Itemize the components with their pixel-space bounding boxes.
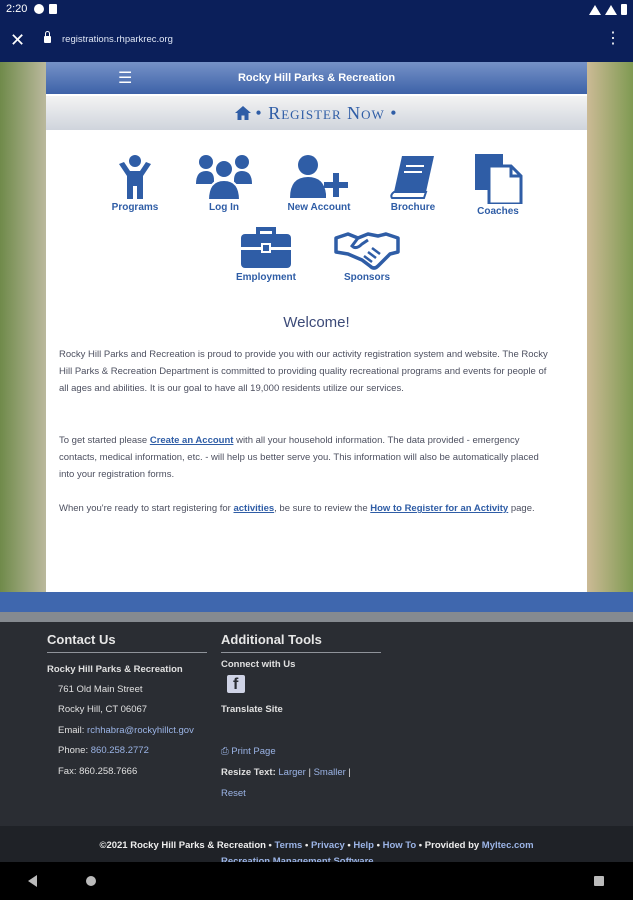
welcome-heading: Welcome! [283, 314, 350, 331]
back-icon[interactable] [28, 875, 37, 887]
register-text-before: When you're ready to start registering for [59, 503, 234, 514]
coaches-label: Coaches [477, 206, 519, 217]
wifi-icon [589, 5, 601, 15]
connect-label: Connect with Us [221, 659, 296, 670]
page-title: Register Now [268, 103, 385, 123]
employment-link[interactable] [221, 226, 311, 283]
browser-menu-icon[interactable]: ⋮ [605, 30, 621, 47]
reset-label: Reset [221, 788, 246, 799]
tools-title: Additional Tools [221, 632, 322, 647]
notification-icon [34, 4, 44, 14]
sponsors-link[interactable] [322, 226, 412, 283]
main-content [46, 62, 587, 592]
documents-icon [473, 154, 523, 204]
contact-fax: Fax: 860.258.7666 [58, 766, 138, 777]
employment-label: Employment [235, 272, 296, 283]
contact-city: Rocky Hill, CT 06067 [58, 704, 148, 715]
account-paragraph [59, 432, 551, 483]
how-to-register-link[interactable]: How to Register for an Activity [370, 503, 509, 514]
create-account-link[interactable]: Create an Account [149, 435, 234, 446]
close-tab-icon[interactable]: ✕ [10, 30, 26, 50]
register-text-after: page. [508, 503, 535, 514]
register-paragraph [59, 500, 551, 517]
activities-link[interactable]: activities [233, 503, 275, 514]
phone-link[interactable]: 860.258.2772 [90, 745, 149, 756]
briefcase-icon [240, 226, 292, 270]
contact-org: Rocky Hill Parks & Recreation [47, 664, 183, 675]
notification-icons [34, 4, 57, 14]
contact-email [58, 725, 194, 736]
email-link[interactable]: rchhabra@rockyhillct.gov [87, 725, 194, 736]
contact-street: 761 Old Main Street [58, 684, 143, 695]
coaches-link[interactable] [453, 154, 543, 217]
login-link[interactable] [179, 154, 269, 213]
phone-label: Phone: [58, 745, 91, 756]
account-text-before: To get started please [59, 435, 150, 446]
handshake-icon [334, 226, 400, 270]
reset-link[interactable] [221, 788, 246, 799]
larger-link[interactable]: Larger [278, 767, 306, 778]
contact-phone [58, 745, 149, 756]
users-icon [196, 154, 252, 200]
brochure-label: Brochure [390, 202, 436, 213]
provided-by-text: Provided by [424, 840, 480, 851]
facebook-icon[interactable]: f [227, 675, 245, 693]
brochure-link[interactable] [368, 154, 458, 213]
print-page-link[interactable] [221, 746, 276, 757]
status-bar [0, 0, 633, 20]
printer-icon: ⎙ [221, 746, 229, 757]
account-text-after: with all your household information. The data provided - emergency contacts, medical information, etc. - will help us better serve you. This information will also be automatically placed into your registration forms. [59, 435, 539, 480]
site-title: Rocky Hill Parks & Recreation [237, 72, 396, 84]
person-icon [115, 154, 155, 200]
divider [221, 652, 381, 653]
battery-icon [621, 4, 627, 15]
hamburger-menu-icon[interactable]: ☰ [118, 70, 133, 87]
print-page-label: Print Page [231, 746, 276, 757]
email-label: Email: [58, 725, 88, 736]
browser-toolbar [0, 20, 633, 62]
system-icons [589, 4, 627, 15]
divider [47, 652, 207, 653]
programs-link[interactable] [90, 154, 180, 213]
divider-bar [0, 592, 633, 612]
notification-icon [49, 4, 57, 14]
divider-bar [0, 612, 633, 622]
login-label: Log In [209, 202, 239, 213]
recent-apps-icon[interactable] [594, 876, 604, 886]
new-account-link[interactable] [274, 154, 364, 213]
register-text-mid: , be sure to review the [274, 503, 371, 514]
site-header [46, 62, 587, 94]
help-link[interactable]: Help [353, 840, 374, 851]
add-user-icon [290, 154, 348, 200]
url-text[interactable]: registrations.rhparkrec.org [62, 34, 173, 45]
translate-label: Translate Site [221, 704, 283, 715]
provider-link[interactable]: Myltec.com [481, 840, 534, 851]
resize-text: Resize Text: Larger | Smaller | [221, 767, 351, 778]
copyright-bar [0, 826, 633, 862]
signal-icon [605, 5, 617, 15]
status-time: 2:20 [6, 3, 28, 15]
new-account-label: New Account [287, 202, 351, 213]
book-icon [390, 154, 436, 200]
sponsors-label: Sponsors [343, 272, 391, 283]
terms-link[interactable]: Terms [274, 840, 303, 851]
lock-icon [44, 36, 51, 43]
smaller-link[interactable]: Smaller [313, 767, 346, 778]
page-heading-bar: • Register Now • [46, 94, 587, 130]
copyright-line: ©2021 Rocky Hill Parks & Recreation • Terms • Privacy • Help • How To • Provided by Myltec.com [99, 840, 534, 851]
home-icon[interactable] [235, 104, 251, 118]
privacy-link[interactable]: Privacy [310, 840, 345, 851]
home-button-icon[interactable] [86, 876, 96, 886]
copyright-text: ©2021 Rocky Hill Parks & Recreation [99, 840, 266, 851]
intro-paragraph: Rocky Hill Parks and Recreation is proud to provide you with our activity registration system and website. The Rocky Hill Parks & Recreation Department is committed to providing quality recreational programs and events for people of all ages and abilities. It is our goal to have all 19,000 residents utilize our services. [59, 349, 548, 394]
howto-link[interactable]: How To [382, 840, 417, 851]
site-footer [0, 622, 633, 826]
contact-title: Contact Us [47, 632, 116, 647]
resize-label: Resize Text: [221, 767, 276, 778]
programs-label: Programs [111, 202, 159, 213]
android-nav-bar [0, 862, 633, 900]
